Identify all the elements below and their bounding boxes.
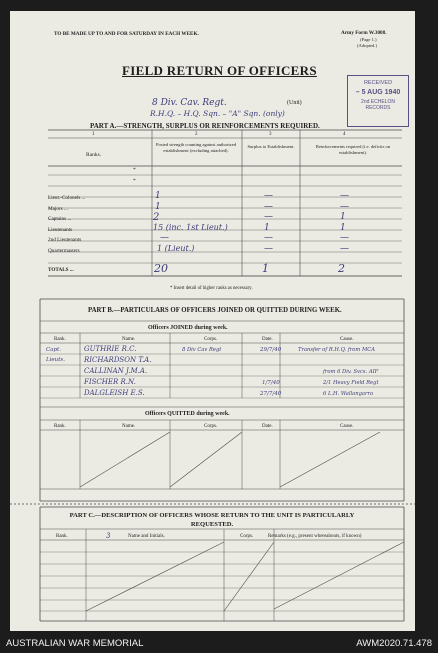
surplus-cell: — <box>264 202 273 212</box>
part-a-footnote: * Insert detail of higher ranks as necessary. <box>170 286 253 291</box>
col-num-2: 2 <box>195 132 198 137</box>
joined-rank: Lieuts. <box>46 357 65 363</box>
form-instruction: TO BE MADE UP TO AND FOR SATURDAY IN EACH WEEK. <box>54 31 199 37</box>
joined-name: DALGLEISH E.S. <box>84 389 145 397</box>
reinforcements-cell: 1 <box>340 212 346 222</box>
received-stamp <box>347 75 409 127</box>
rank-cell: Lieutenants <box>48 227 73 233</box>
posted-cell: 1 <box>155 191 161 201</box>
joined-rank: Capt. <box>46 347 61 353</box>
joined-name: FISCHER R.N. <box>84 378 136 386</box>
surplus-cell: — <box>264 191 273 201</box>
quitted-col-corps: Corps. <box>204 424 218 429</box>
form-number: Army Form W.3008. <box>341 30 387 36</box>
form-page: (Page 1.) <box>360 37 377 42</box>
rank-cell: * <box>133 167 136 173</box>
part-c-title: PART C.—DESCRIPTION OF OFFICERS WHOSE RETURN TO THE UNIT IS PARTICULARLY REQUESTED. <box>69 512 355 528</box>
col-head-posted: Posted strength counting against authorized establishment (excluding attached). <box>155 142 237 153</box>
rank-cell: Majors ... <box>48 206 68 212</box>
unit-line-2: R.H.Q. – H.Q. Sqn. – "A" Sqn. (only) <box>150 109 285 118</box>
col-head-surplus: Surplus to Establishment. <box>247 144 295 149</box>
c-col-corps: Corps. <box>240 534 254 539</box>
form-sheet <box>10 11 415 631</box>
rule-line <box>280 432 380 487</box>
footer <box>0 636 438 653</box>
reinforcements-cell: — <box>340 191 349 201</box>
form-adopted: (Adopted.) <box>357 43 378 48</box>
joined-date: 1/7/40 <box>262 380 280 386</box>
col-num-3: 3 <box>269 132 272 137</box>
posted-cell: — <box>160 233 169 243</box>
part-a-title: PART A.—STRENGTH, SURPLUS OR REINFORCEMENTS REQUIRED. <box>90 122 320 130</box>
joined-col-corps: Corps. <box>204 337 218 342</box>
reinforcements-cell: — <box>340 244 349 254</box>
quitted-col-name: Name. <box>122 424 136 429</box>
col-num-1: 1 <box>92 132 95 137</box>
totals-label: TOTALS ... <box>48 267 74 273</box>
c-col-rank: Rank. <box>56 534 68 539</box>
stamp-date: – 5 AUG 1940 <box>355 89 401 96</box>
stamp-line-1: RECEIVED <box>363 80 393 86</box>
joined-cause: Transfer of R.H.Q. from MCA <box>298 347 375 353</box>
total-reinforcements: 2 <box>338 262 345 275</box>
stamp-line-4: RECORDS <box>365 105 391 111</box>
footer-source: AUSTRALIAN WAR MEMORIAL <box>6 638 144 649</box>
quitted-col-cause: Cause. <box>340 424 354 429</box>
c-col-name: Name and Initials. <box>128 534 165 539</box>
c-col-remarks: Remarks (e.g., present whereabouts, if known) <box>268 534 362 539</box>
joined-cause: 6 L.H. Wallangarra <box>323 391 374 397</box>
joined-col-name: Name. <box>122 337 136 342</box>
rank-cell: Lieut.-Colonels ... <box>48 195 86 201</box>
joined-name: GUTHRIE R.C. <box>84 345 137 353</box>
rank-cell: * <box>133 178 136 184</box>
unit-handwritten: 8 Div. Cav. Regt. <box>152 98 227 108</box>
joined-corps: 8 Div Cav Regt <box>182 347 222 353</box>
rank-cell: Captains ... <box>48 216 72 222</box>
surplus-cell: — <box>264 233 273 243</box>
rule-line <box>224 542 274 611</box>
total-surplus: 1 <box>262 262 269 275</box>
joined-date: 29/7/40 <box>260 347 282 353</box>
c-handwritten-mark: 3 <box>106 532 111 540</box>
rank-cell: 2nd Lieutenants <box>48 237 82 243</box>
part-b-title: PART B.—PARTICULARS OF OFFICERS JOINED OR QUITTED DURING WEEK. <box>88 307 342 314</box>
surplus-cell: 1 <box>264 223 270 233</box>
col-head-ranks: Ranks. <box>86 152 102 158</box>
unit-label: (Unit) <box>287 100 302 106</box>
col-head-reinforcements: Reinforcements required (i.e. deficits on establishment). <box>315 144 391 155</box>
rule-line <box>80 432 170 487</box>
quitted-col-date: Date. <box>262 424 273 429</box>
joined-cause: from 6 Div. Svcs. AIF <box>323 369 379 375</box>
stamp-line-3: 2nd ECHELON <box>361 99 395 105</box>
quitted-title: Officers QUITTED during week. <box>145 411 230 417</box>
joined-cause: 2/1 Heavy Field Regt <box>323 380 379 386</box>
reinforcements-cell: 1 <box>340 223 346 233</box>
page-title: FIELD RETURN OF OFFICERS <box>122 63 317 78</box>
joined-date: 27/7/40 <box>260 391 282 397</box>
surplus-cell: — <box>264 244 273 254</box>
rank-cell: Quartermasters <box>48 248 80 254</box>
rule-line <box>86 542 224 611</box>
footer-accession: AWM2020.71.478 <box>356 638 432 649</box>
total-posted: 20 <box>154 262 168 275</box>
posted-cell: 1 (Lieut.) <box>157 244 195 253</box>
col-num-4: 4 <box>343 132 346 137</box>
reinforcements-cell: — <box>340 202 349 212</box>
surplus-cell: — <box>264 212 273 222</box>
rule-line <box>170 432 242 487</box>
joined-col-date: Date. <box>262 337 273 342</box>
joined-col-cause: Cause. <box>340 337 354 342</box>
posted-cell: 15 (inc. 1st Lieut.) <box>153 223 228 232</box>
joined-name: CALLINAN J.M.A. <box>84 367 148 375</box>
reinforcements-cell: — <box>340 233 349 243</box>
joined-title: Officers JOINED during week. <box>148 325 228 331</box>
joined-name: RICHARDSON T.A. <box>84 356 152 364</box>
posted-cell: 2 <box>153 212 160 223</box>
joined-col-rank: Rank. <box>54 337 66 342</box>
quitted-col-rank: Rank. <box>54 424 66 429</box>
posted-cell: 1 <box>155 202 161 212</box>
